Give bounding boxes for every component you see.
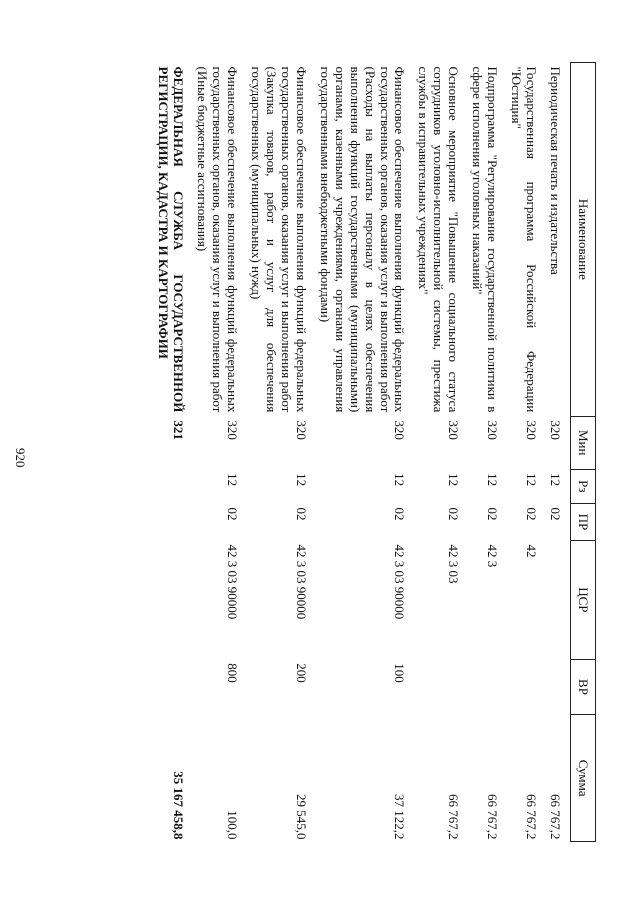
page-number: 920 [13,448,28,468]
row-csr: 42 3 03 90000 [392,544,408,620]
row-vr [411,659,465,714]
row-sum: 66 767,2 [548,794,563,840]
row-pr: 02 [446,507,462,521]
row-pr [150,503,189,540]
row-sum: 35 167 458,8 [171,771,187,840]
row-rz: 12 [293,473,309,487]
row-sum: 37 122,2 [392,794,408,840]
row-sum: 66 767,2 [524,794,540,840]
row-sum: 66 767,2 [485,794,501,840]
row-vr [542,659,570,714]
row-pr: 02 [293,507,309,521]
row-rz: 12 [548,473,563,487]
row-name: Подпрограмма "Регулирование государственной политики в сфере исполнения уголовных наказаний" [470,66,501,413]
row-min: 320 [524,420,540,440]
header-vr: ВР [571,659,596,714]
row-rz: 12 [485,473,501,487]
row-csr: 42 3 03 90000 [225,544,241,620]
row-name: Финансовое обеспечение выполнения функций федеральных государственных органов, оказания услуг и выполнения работ (Расходы на выплаты персоналу в целях обеспечения выполнения функций государственными (муниципальными) органами, казенными учреждениями, органами управления государственными внебюджетными фондами) [317,66,408,413]
row-vr [503,659,542,714]
table-row [411,63,465,842]
header-min: Мин [571,416,596,469]
page-number-area [0,0,40,905]
row-pr: 02 [225,507,241,521]
row-min: 320 [392,420,408,440]
row-rz [150,469,189,503]
row-pr: 02 [485,507,501,521]
row-name: ФЕДЕРАЛЬНАЯ СЛУЖБА ГОСУДАРСТВЕННОЙ РЕГИСТРАЦИИ, КАДАСТРА И КАРТОГРАФИИ [156,66,187,413]
row-sum: 66 767,2 [446,794,462,840]
row-csr: 42 3 03 [446,544,462,584]
row-name: Государственная программа Российской Федерации "Юстиция" [509,66,540,413]
table-row [503,63,542,842]
row-vr: 100 [392,663,408,683]
row-csr: 42 3 03 90000 [293,544,309,620]
row-name: Финансовое обеспечение выполнения функций федеральных государственных органов, оказания услуг и выполнения работ (Иные бюджетные ассигнования) [195,66,241,413]
row-csr [150,540,189,659]
row-rz: 12 [524,473,540,487]
table-row [464,63,503,842]
row-sum: 100,0 [225,810,241,840]
row-pr: 02 [392,507,408,521]
table-row [542,63,570,842]
row-min: 320 [225,420,241,440]
row-min: 320 [293,420,309,440]
row-name: Финансовое обеспечение выполнения функций федеральных государственных органов, оказания услуг и выполнения работ (Закупка товаров, работ и услуг для обеспечения государственных (муниципальных) нужд) [249,66,309,413]
row-name: Основное мероприятие "Повышение социального статуса сотрудников уголовно-исполнительной системы, престижа службы в исправительных учреждениях" [416,66,462,413]
row-name: Периодическая печать и издательства [548,66,563,275]
header-rz: Рз [571,469,596,503]
row-min: 320 [485,420,501,440]
row-sum: 29 545,0 [293,794,309,840]
row-pr: 02 [524,507,540,521]
header-csr: ЦСР [571,540,596,659]
table-row [243,63,312,842]
row-rz: 12 [225,473,241,487]
row-vr: 800 [225,663,241,683]
header-sum: Сумма [571,715,596,842]
table-header [571,63,596,842]
row-vr: 200 [293,663,309,683]
row-min: 320 [446,420,462,440]
row-pr: 02 [548,507,563,521]
header-pr: ПР [571,503,596,540]
table-row-agency [150,63,189,842]
row-csr: 42 [524,544,540,558]
rotated-page [40,0,596,842]
row-vr [150,659,189,714]
row-min: 321 [171,420,187,440]
header-name: Наименование [571,63,596,417]
row-csr: 42 3 [485,544,501,568]
table-row [312,63,411,842]
row-vr [464,659,503,714]
row-csr [542,540,570,659]
row-min: 320 [548,420,563,440]
row-rz: 12 [392,473,408,487]
table-row [189,63,243,842]
budget-table [150,62,596,842]
row-rz: 12 [446,473,462,487]
